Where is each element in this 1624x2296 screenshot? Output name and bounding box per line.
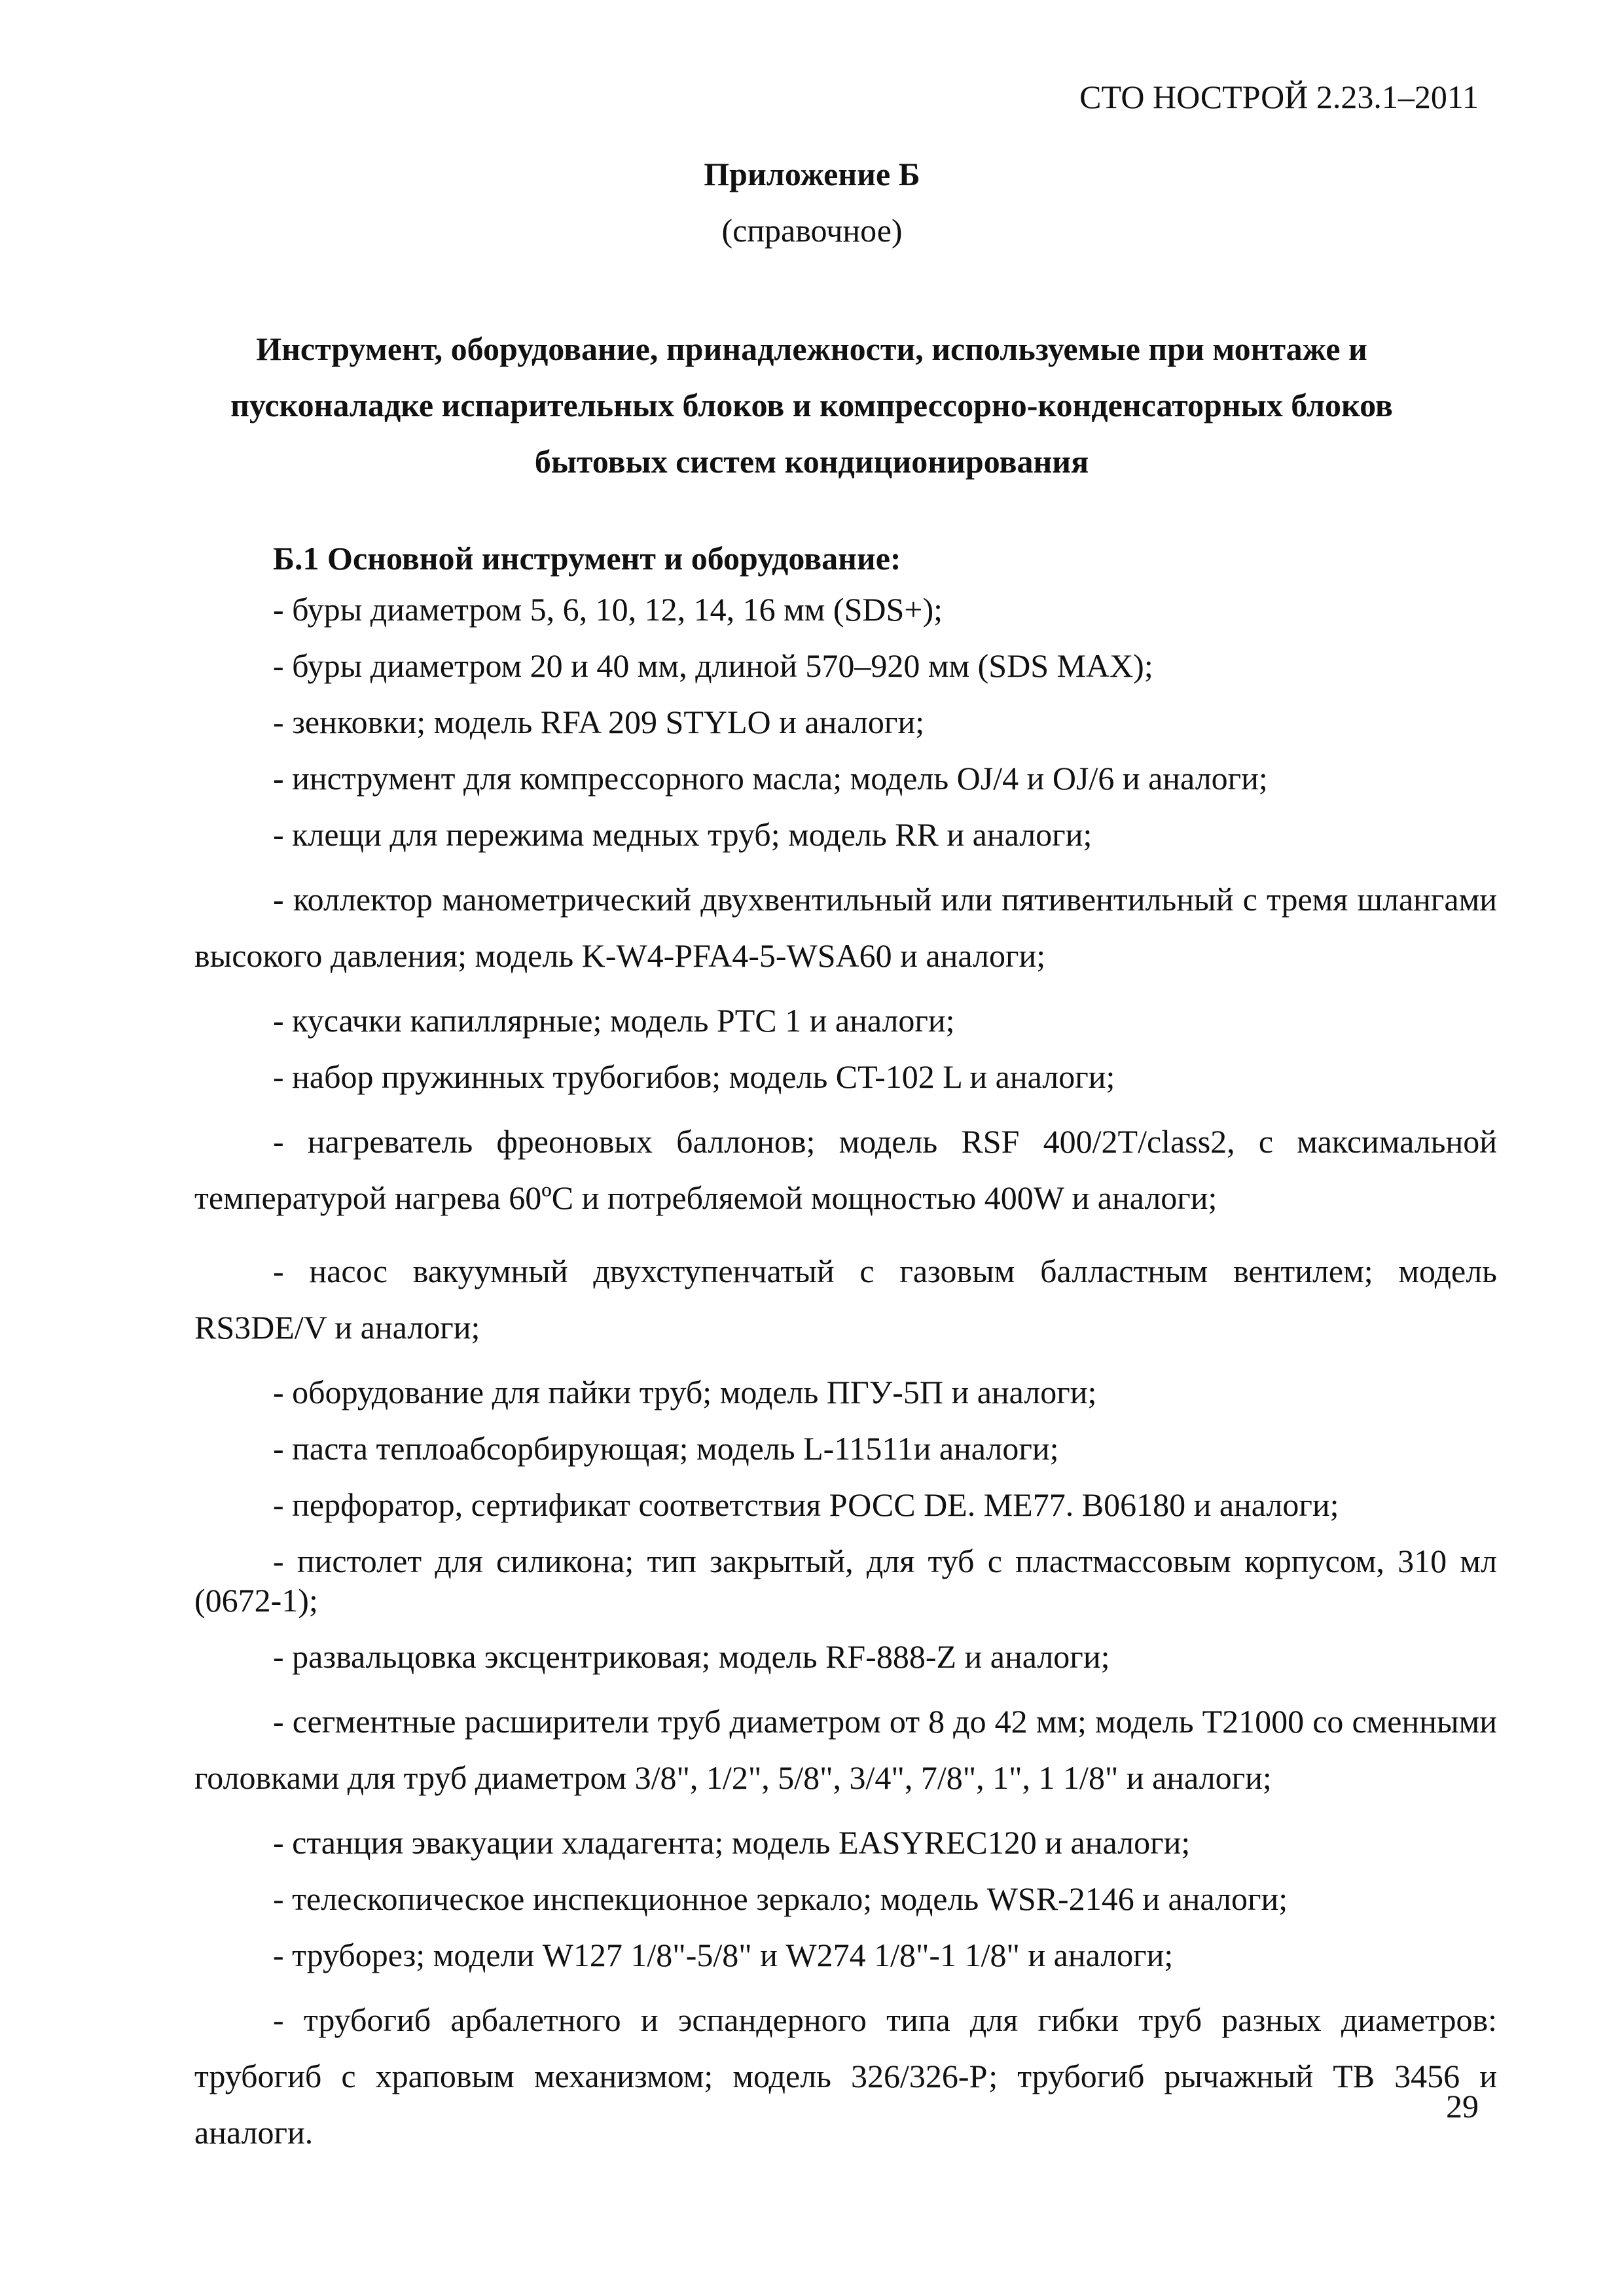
annex-title: Приложение Б: [704, 156, 920, 192]
list-item: - труборез; модели W127 1/8"-5/8" и W274 1/8"-1 1/8" и аналоги;: [273, 1937, 1174, 1973]
document-code-header: СТО НОСТРОЙ 2.23.1–2011: [1079, 79, 1479, 115]
list-item: - трубогиб арбалетного и эспандерного типа для гибки труб разных диаметров: трубогиб с храповым механизмом; модель 326/326-Р; трубогиб рычажный ТВ 3456 и аналоги.: [194, 2001, 1497, 2151]
list-item: - зенковки; модель RFA 209 STYLO и аналоги;: [273, 704, 925, 740]
list-item: - нагреватель фреоновых баллонов; модель RSF 400/2T/class2, с максимальной температурой нагрева 60ºС и потребляемой мощностью 400W и аналоги;: [194, 1123, 1497, 1216]
list-item: - инструмент для компрессорного масла; модель OJ/4 и OJ/6 и аналоги;: [273, 760, 1268, 797]
list-item: - паста теплоабсорбирующая; модель L-11511и аналоги;: [273, 1430, 1059, 1467]
document-heading: [196, 321, 1427, 490]
list-item: - пистолет для силикона; тип закрытый, для туб с пластмассовым корпусом, 310 мл (0672-1);: [194, 1543, 1497, 1619]
list-item: - станция эвакуации хладагента; модель EASYREC120 и аналоги;: [273, 1824, 1191, 1861]
section-content: [194, 539, 1497, 2178]
list-item: - оборудование для пайки труб; модель ПГУ-5П и аналоги;: [273, 1374, 1097, 1410]
equipment-list: [194, 590, 1497, 2161]
section-title: Б.1 Основной инструмент и оборудование:: [273, 540, 901, 577]
list-item: - перфоратор, сертификат соответствия РОСС DE. МЕ77. В06180 и аналоги;: [273, 1486, 1339, 1523]
page-number: 29: [1446, 2088, 1479, 2125]
list-item: - телескопическое инспекционное зеркало; модель WSR-2146 и аналоги;: [273, 1880, 1288, 1917]
list-item: - коллектор манометрический двухвентильный или пятивентильный с тремя шлангами высокого давления; модель K-W4-PFA4-5-WSA60 и аналоги;: [194, 881, 1497, 974]
list-item: - развальцовка эксцентриковая; модель RF-888-Z и аналоги;: [273, 1638, 1110, 1675]
list-item: - буры диаметром 5, 6, 10, 12, 14, 16 мм (SDS+);: [273, 591, 943, 628]
list-item: - буры диаметром 20 и 40 мм, длиной 570–920 мм (SDS MAX);: [273, 647, 1153, 684]
list-item: - клещи для пережима медных труб; модель RR и аналоги;: [273, 816, 1092, 853]
list-item: - насос вакуумный двухступенчатый с газовым балластным вентилем; модель RS3DE/V и аналоги;: [194, 1253, 1497, 1346]
list-item: - сегментные расширители труб диаметром от 8 до 42 мм; модель T21000 со сменными головками для труб диаметром 3/8", 1/2", 5/8", 3/4", 7/8", 1", 1 1/8" и аналоги;: [194, 1703, 1497, 1796]
list-item: - кусачки капиллярные; модель PTC 1 и аналоги;: [273, 1002, 955, 1039]
annex-subtitle: (справочное): [721, 212, 903, 249]
list-item: - набор пружинных трубогибов; модель CT-102 L и аналоги;: [273, 1058, 1115, 1095]
heading-line: бытовых систем кондиционирования: [534, 443, 1089, 480]
heading-line: Инструмент, оборудование, принадлежности, используемые при монтаже и: [256, 331, 1367, 367]
heading-line: пусконаладке испарительных блоков и компрессорно-конденсаторных блоков: [230, 387, 1393, 423]
